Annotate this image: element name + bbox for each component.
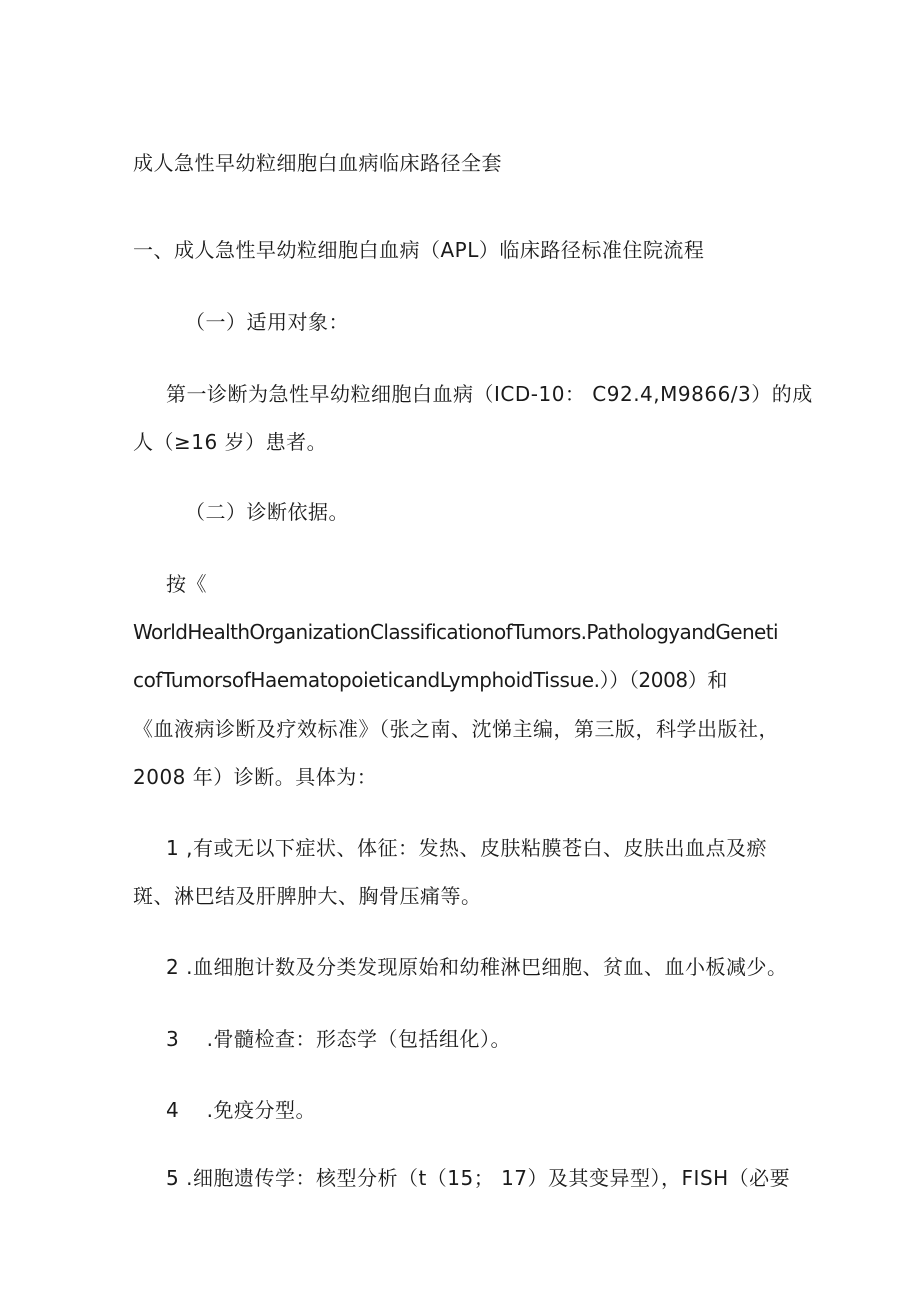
list-item-5: 5 .细胞遗传学：核型分析（t（15； 17）及其变异型），FISH（必要 xyxy=(166,1166,791,1190)
list-item-1-line2: 斑、淋巴结及肝脾肿大、胸骨压痛等。 xyxy=(133,884,482,908)
section-heading-1: 一、成人急性早幼粒细胞白血病（APL）临床路径标准住院流程 xyxy=(133,238,705,262)
list-item-1-line1: 1 ,有或无以下症状、体征：发热、皮肤粘膜苍白、皮肤出血点及瘀 xyxy=(166,836,767,860)
paragraph-applicable-line1: 第一诊断为急性早幼粒细胞白血病（ICD-10： C92.4,M9866/3）的成 xyxy=(166,382,813,406)
paragraph-diagnosis-line2: WorldHealthOrganizationClassificationofTumors.PathologyandGeneti xyxy=(133,620,778,644)
paragraph-diagnosis-line5: 2008 年）诊断。具体为： xyxy=(133,765,378,789)
document-title: 成人急性早幼粒细胞白血病临床路径全套 xyxy=(133,151,502,175)
list-item-4: 4 .免疫分型。 xyxy=(166,1098,316,1122)
paragraph-diagnosis-line3: cofTumorsofHaematopoieticandLymphoidTissue.））（2008）和 xyxy=(133,668,727,692)
paragraph-diagnosis-line4: 《血液病诊断及疗效标准》（张之南、沈悌主编，第三版，科学出版社， xyxy=(133,717,779,741)
subsection-heading-diagnosis: （二）诊断依据。 xyxy=(185,500,349,524)
paragraph-diagnosis-line1: 按《 xyxy=(166,572,207,596)
list-item-3: 3 .骨髓检查：形态学（包括组化）。 xyxy=(166,1027,511,1051)
paragraph-applicable-line2: 人（≥16 岁）患者。 xyxy=(133,430,328,454)
list-item-2: 2 .血细胞计数及分类发现原始和幼稚淋巴细胞、贫血、血小板减少。 xyxy=(166,955,788,979)
subsection-heading-applicable: （一）适用对象： xyxy=(185,310,349,334)
